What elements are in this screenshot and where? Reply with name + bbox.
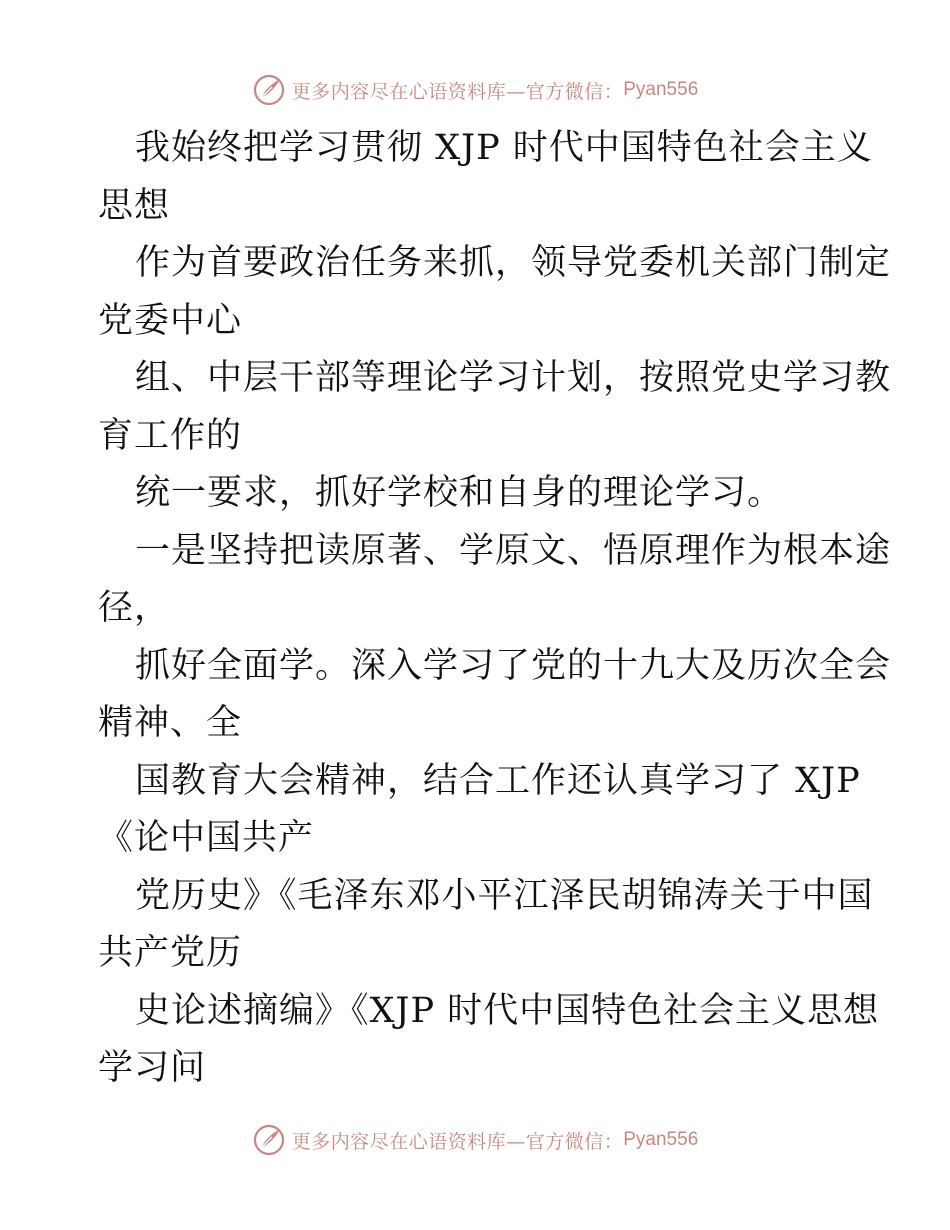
- text-line: 《论中国共产: [98, 818, 315, 858]
- watermark-wechat-id: Pyan556: [623, 79, 699, 100]
- watermark-text: 更多内容尽在心语资料库—官方微信：: [291, 1130, 624, 1153]
- text-line: 思想: [98, 185, 171, 226]
- text-line: 学习问: [98, 1048, 207, 1088]
- quill-logo-icon: [252, 73, 286, 107]
- text-line: 育工作的: [98, 415, 243, 456]
- text-line: 党历史》《毛泽东邓小平江泽民胡锦涛关于中国: [135, 875, 874, 916]
- text-line: 统一要求，抓好学校和自身的理论学习。: [135, 473, 784, 513]
- text-line: 抓好全面学。深入学习了党的十九大及历次全会: [135, 645, 892, 686]
- watermark-wechat-id: Pyan556: [623, 1129, 699, 1150]
- text-line: 共产党历: [98, 933, 243, 973]
- text-line: 我始终把学习贯彻 XJP 时代中国特色社会主义: [135, 128, 873, 168]
- quill-logo-icon: [252, 1123, 286, 1157]
- text-line: 径，: [98, 588, 171, 628]
- text-line: 史论述摘编》《XJP 时代中国特色社会主义思想: [135, 990, 880, 1031]
- text-line: 党委中心: [98, 300, 243, 341]
- watermark-text: 更多内容尽在心语资料库—官方微信：: [291, 80, 624, 103]
- text-line: 一是坚持把读原著、学原文、悟原理作为根本途: [135, 530, 892, 571]
- text-line: 国教育大会精神，结合工作还认真学习了 XJP: [135, 760, 861, 801]
- watermark-footer: [0, 1120, 950, 1160]
- text-line: 组、中层干部等理论学习计划，按照党史学习教: [135, 358, 892, 398]
- text-line: 作为首要政治任务来抓，领导党委机关部门制定: [135, 243, 892, 283]
- document-body: [98, 120, 892, 1098]
- text-line: 精神、全: [98, 703, 243, 743]
- watermark-header: [0, 70, 950, 110]
